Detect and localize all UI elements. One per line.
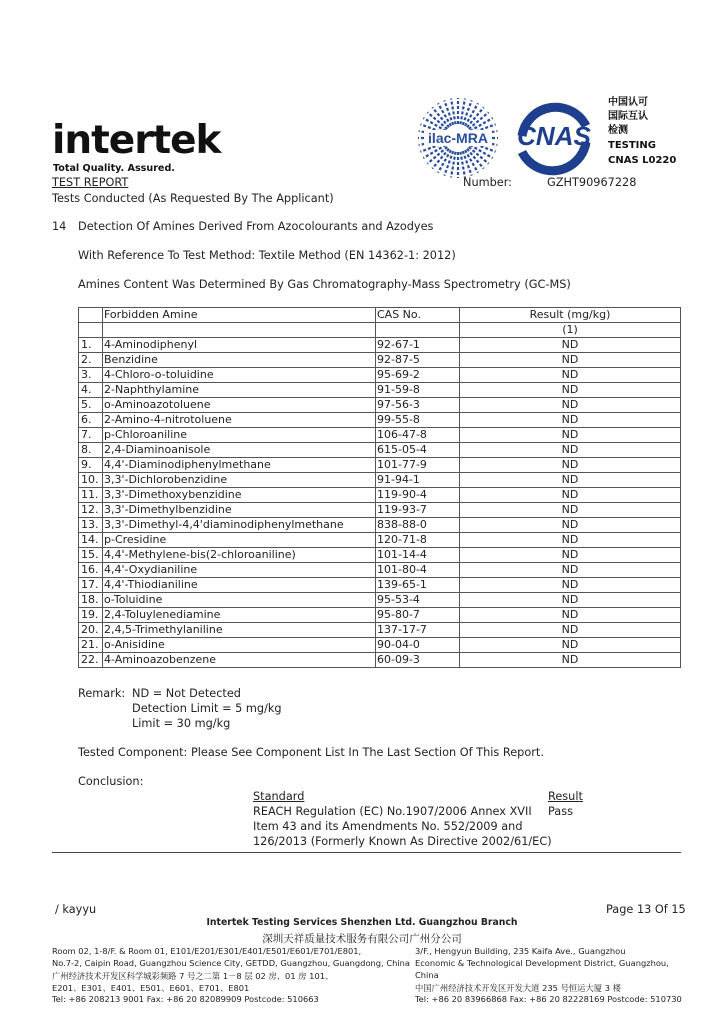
header-number-cell bbox=[79, 308, 103, 323]
test-method-reference: With Reference To Test Method: Textile Method (EN 14362-1: 2012) bbox=[78, 249, 456, 262]
table-row bbox=[79, 338, 681, 353]
table-row bbox=[79, 473, 681, 488]
table-subheader-row bbox=[79, 323, 681, 338]
conclusion-standard-line: 126/2013 (Formerly Known As Directive 2002/61/EC) bbox=[253, 835, 552, 848]
table-row bbox=[79, 413, 681, 428]
row-number: 19. bbox=[79, 608, 103, 623]
result-value: ND bbox=[460, 503, 681, 518]
number-label: Number: bbox=[463, 176, 512, 189]
table-row bbox=[79, 578, 681, 593]
footer-right-contact: Tel: +86 20 83966868 Fax: +86 20 82228169 Postcode: 510730 bbox=[415, 994, 682, 1004]
row-number: 18. bbox=[79, 593, 103, 608]
ilac-ray bbox=[451, 152, 456, 178]
conclusion-standard-header: Standard bbox=[253, 790, 305, 803]
row-number: 20. bbox=[79, 623, 103, 638]
row-number: 21. bbox=[79, 638, 103, 653]
amine-name: 2-Amino-4-nitrotoluene bbox=[103, 413, 376, 428]
row-number: 10. bbox=[79, 473, 103, 488]
result-value: ND bbox=[460, 428, 681, 443]
amine-name: 2,4-Diaminoanisole bbox=[103, 443, 376, 458]
row-number: 13. bbox=[79, 518, 103, 533]
subheader-empty-cell bbox=[79, 323, 103, 338]
subheader-empty-cell bbox=[103, 323, 376, 338]
amine-name: Benzidine bbox=[103, 353, 376, 368]
result-value: ND bbox=[460, 473, 681, 488]
row-number: 16. bbox=[79, 563, 103, 578]
company-name-chinese: 深圳天祥质量技术服务有限公司广州分公司 bbox=[262, 933, 462, 945]
cas-number: 95-53-4 bbox=[376, 593, 460, 608]
amine-name: 3,3'-Dimethyl-4,4'diaminodiphenylmethane bbox=[103, 518, 376, 533]
row-number: 11. bbox=[79, 488, 103, 503]
row-number: 17. bbox=[79, 578, 103, 593]
footer-right-address-line: 中国广州经济技术开发区开发大道 235 号恒运大厦 3 楼 bbox=[415, 983, 621, 993]
footer-left-address-line: 广州经济技术开发区科学城彩频路 7 号之二第 1－8 层 02 房、01 房 101、 bbox=[52, 971, 334, 981]
company-name-english: Intertek Testing Services Shenzhen Ltd. Guangzhou Branch bbox=[206, 917, 518, 928]
footer-right-address-line: 3/F., Hengyun Building, 235 Kaifa Ave., Guangzhou bbox=[415, 946, 626, 956]
remark-label: Remark: bbox=[78, 687, 126, 700]
row-number: 9. bbox=[79, 458, 103, 473]
cas-number: 101-80-4 bbox=[376, 563, 460, 578]
header-cas-no: CAS No. bbox=[376, 308, 460, 323]
test-method-description: Amines Content Was Determined By Gas Chromatography-Mass Spectrometry (GC-MS) bbox=[78, 278, 571, 291]
conclusion-standard-line: REACH Regulation (EC) No.1907/2006 Annex XVII bbox=[253, 805, 532, 818]
amine-name: o-Aminoazotoluene bbox=[103, 398, 376, 413]
accreditation-line-4: TESTING bbox=[608, 140, 656, 151]
result-value: ND bbox=[460, 638, 681, 653]
table-row bbox=[79, 398, 681, 413]
amine-name: 4,4'-Methylene-bis(2-chloroaniline) bbox=[103, 548, 376, 563]
footer-right-address-line: China bbox=[415, 970, 439, 980]
conclusion-result: Pass bbox=[548, 805, 573, 818]
row-number: 4. bbox=[79, 383, 103, 398]
table-header-row bbox=[79, 308, 681, 323]
cnas-logo bbox=[504, 96, 604, 180]
amine-name: 2-Naphthylamine bbox=[103, 383, 376, 398]
cas-number: 91-94-1 bbox=[376, 473, 460, 488]
result-value: ND bbox=[460, 653, 681, 668]
amine-name: 4,4'-Thiodianiline bbox=[103, 578, 376, 593]
amine-name: p-Cresidine bbox=[103, 533, 376, 548]
row-number: 5. bbox=[79, 398, 103, 413]
remark-line: Limit = 30 mg/kg bbox=[132, 717, 231, 730]
row-number: 3. bbox=[79, 368, 103, 383]
ilac-ray bbox=[460, 99, 465, 125]
cas-number: 99-55-8 bbox=[376, 413, 460, 428]
accreditation-line-3: 检测 bbox=[608, 125, 628, 136]
cas-number: 91-59-8 bbox=[376, 383, 460, 398]
tested-component-note: Tested Component: Please See Component List In The Last Section Of This Report. bbox=[78, 746, 544, 759]
result-value: ND bbox=[460, 353, 681, 368]
accreditation-line-1: 中国认可 bbox=[608, 97, 648, 108]
conclusion-divider bbox=[52, 852, 681, 853]
row-number: 15. bbox=[79, 548, 103, 563]
table-row bbox=[79, 353, 681, 368]
table-row bbox=[79, 608, 681, 623]
cas-number: 90-04-0 bbox=[376, 638, 460, 653]
cas-number: 101-14-4 bbox=[376, 548, 460, 563]
signature: / kayyu bbox=[55, 903, 97, 916]
amine-name: 4,4'-Oxydianiline bbox=[103, 563, 376, 578]
cas-number: 92-67-1 bbox=[376, 338, 460, 353]
table-row bbox=[79, 368, 681, 383]
header-result: Result (mg/kg) bbox=[460, 308, 681, 323]
amine-name: 3,3'-Dimethylbenzidine bbox=[103, 503, 376, 518]
footer-left-address-line: E201、E301、E401、E501、E601、E701、E801 bbox=[52, 983, 250, 993]
result-value: ND bbox=[460, 623, 681, 638]
footer-right-address-line: Economic & Technological Development District, Guangzhou, bbox=[415, 958, 669, 968]
row-number: 6. bbox=[79, 413, 103, 428]
remark-line: ND = Not Detected bbox=[132, 687, 241, 700]
row-number: 12. bbox=[79, 503, 103, 518]
amine-name: 3,3'-Dimethoxybenzidine bbox=[103, 488, 376, 503]
ilac-logo-text: ilac-MRA bbox=[428, 130, 488, 146]
result-value: ND bbox=[460, 548, 681, 563]
result-value: ND bbox=[460, 608, 681, 623]
amine-name: 3,3'-Dichlorobenzidine bbox=[103, 473, 376, 488]
amine-name: 4-Aminodiphenyl bbox=[103, 338, 376, 353]
result-value: ND bbox=[460, 563, 681, 578]
amine-name: 4,4'-Diaminodiphenylmethane bbox=[103, 458, 376, 473]
cas-number: 120-71-8 bbox=[376, 533, 460, 548]
cas-number: 139-65-1 bbox=[376, 578, 460, 593]
ilac-ray bbox=[451, 99, 456, 125]
amine-name: 2,4-Toluylenediamine bbox=[103, 608, 376, 623]
conclusion-label: Conclusion: bbox=[78, 775, 144, 788]
cas-number: 106-47-8 bbox=[376, 428, 460, 443]
section-title: Detection Of Amines Derived From Azocolourants and Azodyes bbox=[78, 220, 434, 233]
cas-number: 119-90-4 bbox=[376, 488, 460, 503]
table-row bbox=[79, 593, 681, 608]
result-value: ND bbox=[460, 338, 681, 353]
table-row bbox=[79, 638, 681, 653]
cas-number: 97-56-3 bbox=[376, 398, 460, 413]
cas-number: 101-77-9 bbox=[376, 458, 460, 473]
result-value: ND bbox=[460, 398, 681, 413]
accreditation-line-5: CNAS L0220 bbox=[608, 155, 677, 166]
result-value: ND bbox=[460, 383, 681, 398]
result-value: ND bbox=[460, 413, 681, 428]
amine-name: 4-Chloro-o-toluidine bbox=[103, 368, 376, 383]
remark-line: Detection Limit = 5 mg/kg bbox=[132, 702, 282, 715]
amine-name: 4-Aminoazobenzene bbox=[103, 653, 376, 668]
cas-number: 838-88-0 bbox=[376, 518, 460, 533]
table-row bbox=[79, 488, 681, 503]
intertek-logo: intertek bbox=[52, 118, 221, 163]
cas-number: 137-17-7 bbox=[376, 623, 460, 638]
row-number: 1. bbox=[79, 338, 103, 353]
result-value: ND bbox=[460, 368, 681, 383]
logo-tagline: Total Quality. Assured. bbox=[53, 163, 175, 174]
result-value: ND bbox=[460, 488, 681, 503]
subheader-empty-cell bbox=[376, 323, 460, 338]
result-value: ND bbox=[460, 443, 681, 458]
accreditation-line-2: 国际互认 bbox=[608, 111, 648, 122]
table-row bbox=[79, 458, 681, 473]
table-row bbox=[79, 548, 681, 563]
amines-table bbox=[78, 307, 681, 668]
result-value: ND bbox=[460, 593, 681, 608]
conclusion-standard-line: Item 43 and its Amendments No. 552/2009 and bbox=[253, 820, 523, 833]
table-row bbox=[79, 653, 681, 668]
report-title: TEST REPORT bbox=[52, 176, 129, 189]
result-value: ND bbox=[460, 518, 681, 533]
cas-number: 60-09-3 bbox=[376, 653, 460, 668]
footer-left-address-line: No.7-2, Caipin Road, Guangzhou Science City, GETDD, Guangzhou, Guangdong, China bbox=[52, 958, 411, 968]
row-number: 22. bbox=[79, 653, 103, 668]
table-row bbox=[79, 383, 681, 398]
cas-number: 95-69-2 bbox=[376, 368, 460, 383]
header-forbidden-amine: Forbidden Amine bbox=[103, 308, 376, 323]
result-value: ND bbox=[460, 578, 681, 593]
table-row bbox=[79, 503, 681, 518]
cas-number: 119-93-7 bbox=[376, 503, 460, 518]
amine-name: 2,4,5-Trimethylaniline bbox=[103, 623, 376, 638]
amine-name: o-Anisidine bbox=[103, 638, 376, 653]
report-number: GZHT90967228 bbox=[547, 176, 637, 189]
footer-left-address-line: Room 02, 1-8/F. & Room 01, E101/E201/E301/E401/E501/E601/E701/E801, bbox=[52, 946, 362, 956]
amine-name: p-Chloroaniline bbox=[103, 428, 376, 443]
cas-number: 92-87-5 bbox=[376, 353, 460, 368]
table-row bbox=[79, 443, 681, 458]
section-number: 14 bbox=[52, 220, 67, 233]
result-value: ND bbox=[460, 458, 681, 473]
ilac-mra-logo bbox=[416, 96, 500, 180]
result-value: ND bbox=[460, 533, 681, 548]
ilac-ray bbox=[460, 152, 465, 178]
header-result-note: (1) bbox=[460, 323, 681, 338]
row-number: 2. bbox=[79, 353, 103, 368]
report-subtitle: Tests Conducted (As Requested By The Applicant) bbox=[52, 192, 334, 205]
cnas-logo-text: CNAS bbox=[517, 121, 591, 151]
table-row bbox=[79, 533, 681, 548]
cas-number: 615-05-4 bbox=[376, 443, 460, 458]
row-number: 7. bbox=[79, 428, 103, 443]
page-number: Page 13 Of 15 bbox=[606, 903, 686, 916]
table-row bbox=[79, 623, 681, 638]
row-number: 8. bbox=[79, 443, 103, 458]
conclusion-result-header: Result bbox=[548, 790, 583, 803]
cas-number: 95-80-7 bbox=[376, 608, 460, 623]
row-number: 14. bbox=[79, 533, 103, 548]
table-row bbox=[79, 518, 681, 533]
amine-name: o-Toluidine bbox=[103, 593, 376, 608]
table-row bbox=[79, 563, 681, 578]
table-row bbox=[79, 428, 681, 443]
footer-left-contact: Tel: +86 208213 9001 Fax: +86 20 82089909 Postcode: 510663 bbox=[52, 994, 319, 1004]
